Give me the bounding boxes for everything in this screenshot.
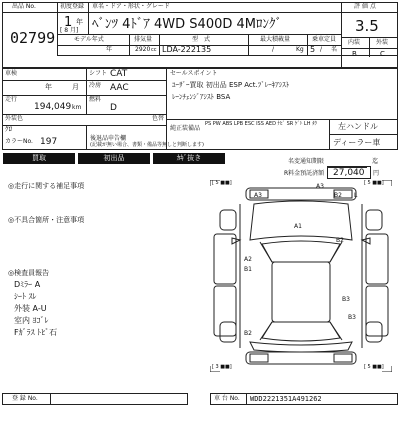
fuel: D bbox=[110, 103, 117, 113]
ext-color-label: 外装色 bbox=[5, 115, 24, 122]
mark-l-front: L bbox=[354, 192, 358, 199]
fuel-label: 燃料 bbox=[89, 96, 102, 103]
inspection-label: 車検 bbox=[5, 70, 18, 77]
inspector-line-5: Fｶﾞﾗｽ ﾄﾋﾞ石 bbox=[14, 328, 58, 337]
model-year-unit: 年 bbox=[106, 46, 113, 53]
corner-tl: [ 5 ■■] bbox=[212, 180, 232, 186]
mark-a1-hood: A1 bbox=[294, 223, 302, 230]
transfer-unit: 迄 bbox=[372, 158, 379, 165]
mark-b1-left: B1 bbox=[244, 266, 252, 273]
ext-color: ｸﾛ bbox=[5, 125, 12, 133]
reg-no-label: 登 録 No. bbox=[12, 395, 38, 402]
ac-label: 冷房 bbox=[89, 82, 102, 89]
sales-points-line1: ﾕｰｻﾞｰ買取 初出品 ESP Act.ﾌﾞﾚｰｷｱｼｽﾄ bbox=[172, 81, 290, 89]
first-reg-label: 初度登録 bbox=[60, 3, 85, 10]
inspection-month: 月 bbox=[72, 83, 79, 91]
mark-b3-right-rear: B3 bbox=[342, 296, 350, 303]
steering: 左ハンドル bbox=[338, 122, 378, 131]
capacity-unit: / bbox=[320, 46, 323, 53]
recycle-label: 後退品申告欄 bbox=[90, 135, 127, 142]
car-name-label: 車名・ドア・形状・グレード bbox=[92, 3, 170, 10]
first-reg-month: [ 8 月] bbox=[60, 27, 79, 34]
interior-grade: B bbox=[352, 50, 357, 58]
band-buyback: 買取 bbox=[3, 153, 75, 164]
equipment-label: 純正装備品 bbox=[170, 125, 201, 132]
displacement-label: 排気量 bbox=[134, 36, 153, 43]
band-first-listing: 初出品 bbox=[78, 153, 150, 164]
first-reg-year-unit: 年 bbox=[76, 18, 83, 26]
mileage: 194,049 bbox=[34, 102, 72, 112]
transfer-label: 名変通知期限 bbox=[288, 158, 325, 165]
sales-points-label: セールスポイント bbox=[170, 70, 218, 77]
mark-a2-left: A2 bbox=[244, 256, 252, 263]
equipment: PS PW ABS LPB ESC ISS AED ﾅﾋﾞ SR ｹﾞﾄ LH ﾀｸ bbox=[205, 121, 318, 127]
recycle-note: (記載が無い場合、書類・備品等無しと判断します) bbox=[90, 142, 204, 148]
displacement-unit: cc bbox=[151, 47, 157, 53]
displacement: 2920 bbox=[135, 46, 151, 53]
recycle-fee-unit: 円 bbox=[373, 170, 380, 177]
color-no: 197 bbox=[40, 137, 58, 147]
car-diagram bbox=[210, 180, 392, 372]
mark-b2-left-rear: B2 bbox=[244, 330, 252, 337]
color-change-label: 色替 bbox=[152, 115, 165, 122]
recycle-fee-label: R料金預託済額 bbox=[284, 170, 325, 177]
max-load-unit: Kg bbox=[296, 46, 304, 53]
corner-br: [ 5 ■■] bbox=[364, 364, 384, 370]
mark-b3-right-lower: B3 bbox=[348, 314, 356, 321]
first-reg-year: 1 bbox=[64, 15, 73, 30]
shift-label: シフト bbox=[89, 70, 108, 77]
mark-b2-front: B2 bbox=[334, 192, 342, 199]
mark-b2-right-door: B2 bbox=[336, 237, 344, 244]
band-key-removed: ｶｷﾞ抜き bbox=[153, 153, 225, 164]
defects-label: ◎不具合箇所・注意事項 bbox=[8, 216, 85, 224]
capacity-suffix: 名 bbox=[331, 46, 338, 53]
interior-label: 内装 bbox=[348, 39, 361, 46]
recycle-fee: 27,040 bbox=[333, 168, 365, 178]
car-name: ﾍﾞﾝﾂ 4ﾄﾞｱ 4WD S400D 4Mﾛﾝｸﾞ bbox=[92, 17, 282, 32]
inspector-label: ◎検査員報告 bbox=[8, 269, 50, 277]
max-load-sep: / bbox=[272, 46, 275, 53]
dealer: ディーラー車 bbox=[333, 138, 381, 147]
mark-a3-front: A3 bbox=[316, 183, 324, 190]
corner-bl: [ 3 ■■] bbox=[212, 364, 232, 370]
capacity: 5 bbox=[310, 45, 316, 54]
mileage-label: 走行 bbox=[5, 96, 18, 103]
capacity-label: 乗車定員 bbox=[312, 36, 337, 43]
sales-points-line2: ﾚｰﾝﾁｪﾝｼﾞｱｼｽﾄ BSA bbox=[172, 93, 231, 101]
exterior-grade: C bbox=[380, 50, 385, 58]
chassis-label: 車 台 No. bbox=[214, 395, 240, 402]
shift: CAT bbox=[110, 69, 128, 79]
lot-no: 02799 bbox=[10, 29, 56, 47]
mark-a3-headlight: A3 bbox=[254, 192, 262, 199]
max-load-label: 最大積載量 bbox=[260, 36, 291, 43]
type-value: LDA-222135 bbox=[162, 45, 212, 54]
inspector-line-3: 外装 A-U bbox=[14, 304, 47, 313]
color-no-label: カラーNo. bbox=[5, 138, 33, 145]
score-label: 評 価 点 bbox=[354, 3, 376, 10]
exterior-label: 外装 bbox=[376, 39, 389, 46]
type-label: 型 式 bbox=[192, 36, 211, 43]
model-year-label: モデル年式 bbox=[74, 36, 104, 43]
score: 3.5 bbox=[355, 17, 379, 35]
inspector-line-1: Dﾐﾗｰ A bbox=[14, 280, 41, 289]
chassis-no: WDD2221351A491262 bbox=[250, 395, 322, 403]
inspector-line-4: 室内 ﾖｺﾞﾚ bbox=[14, 316, 49, 325]
inspector-line-2: ｼｰﾄ ｽﾚ bbox=[14, 292, 37, 301]
corner-tr: [ 5 ■■] bbox=[364, 180, 384, 186]
supplement-label: ◎走行に関する補足事項 bbox=[8, 182, 85, 190]
lot-no-label: 出品 No. bbox=[12, 3, 36, 10]
mileage-unit: km bbox=[72, 104, 82, 111]
ac: AAC bbox=[110, 83, 129, 93]
inspection-year: 年 bbox=[45, 83, 52, 91]
